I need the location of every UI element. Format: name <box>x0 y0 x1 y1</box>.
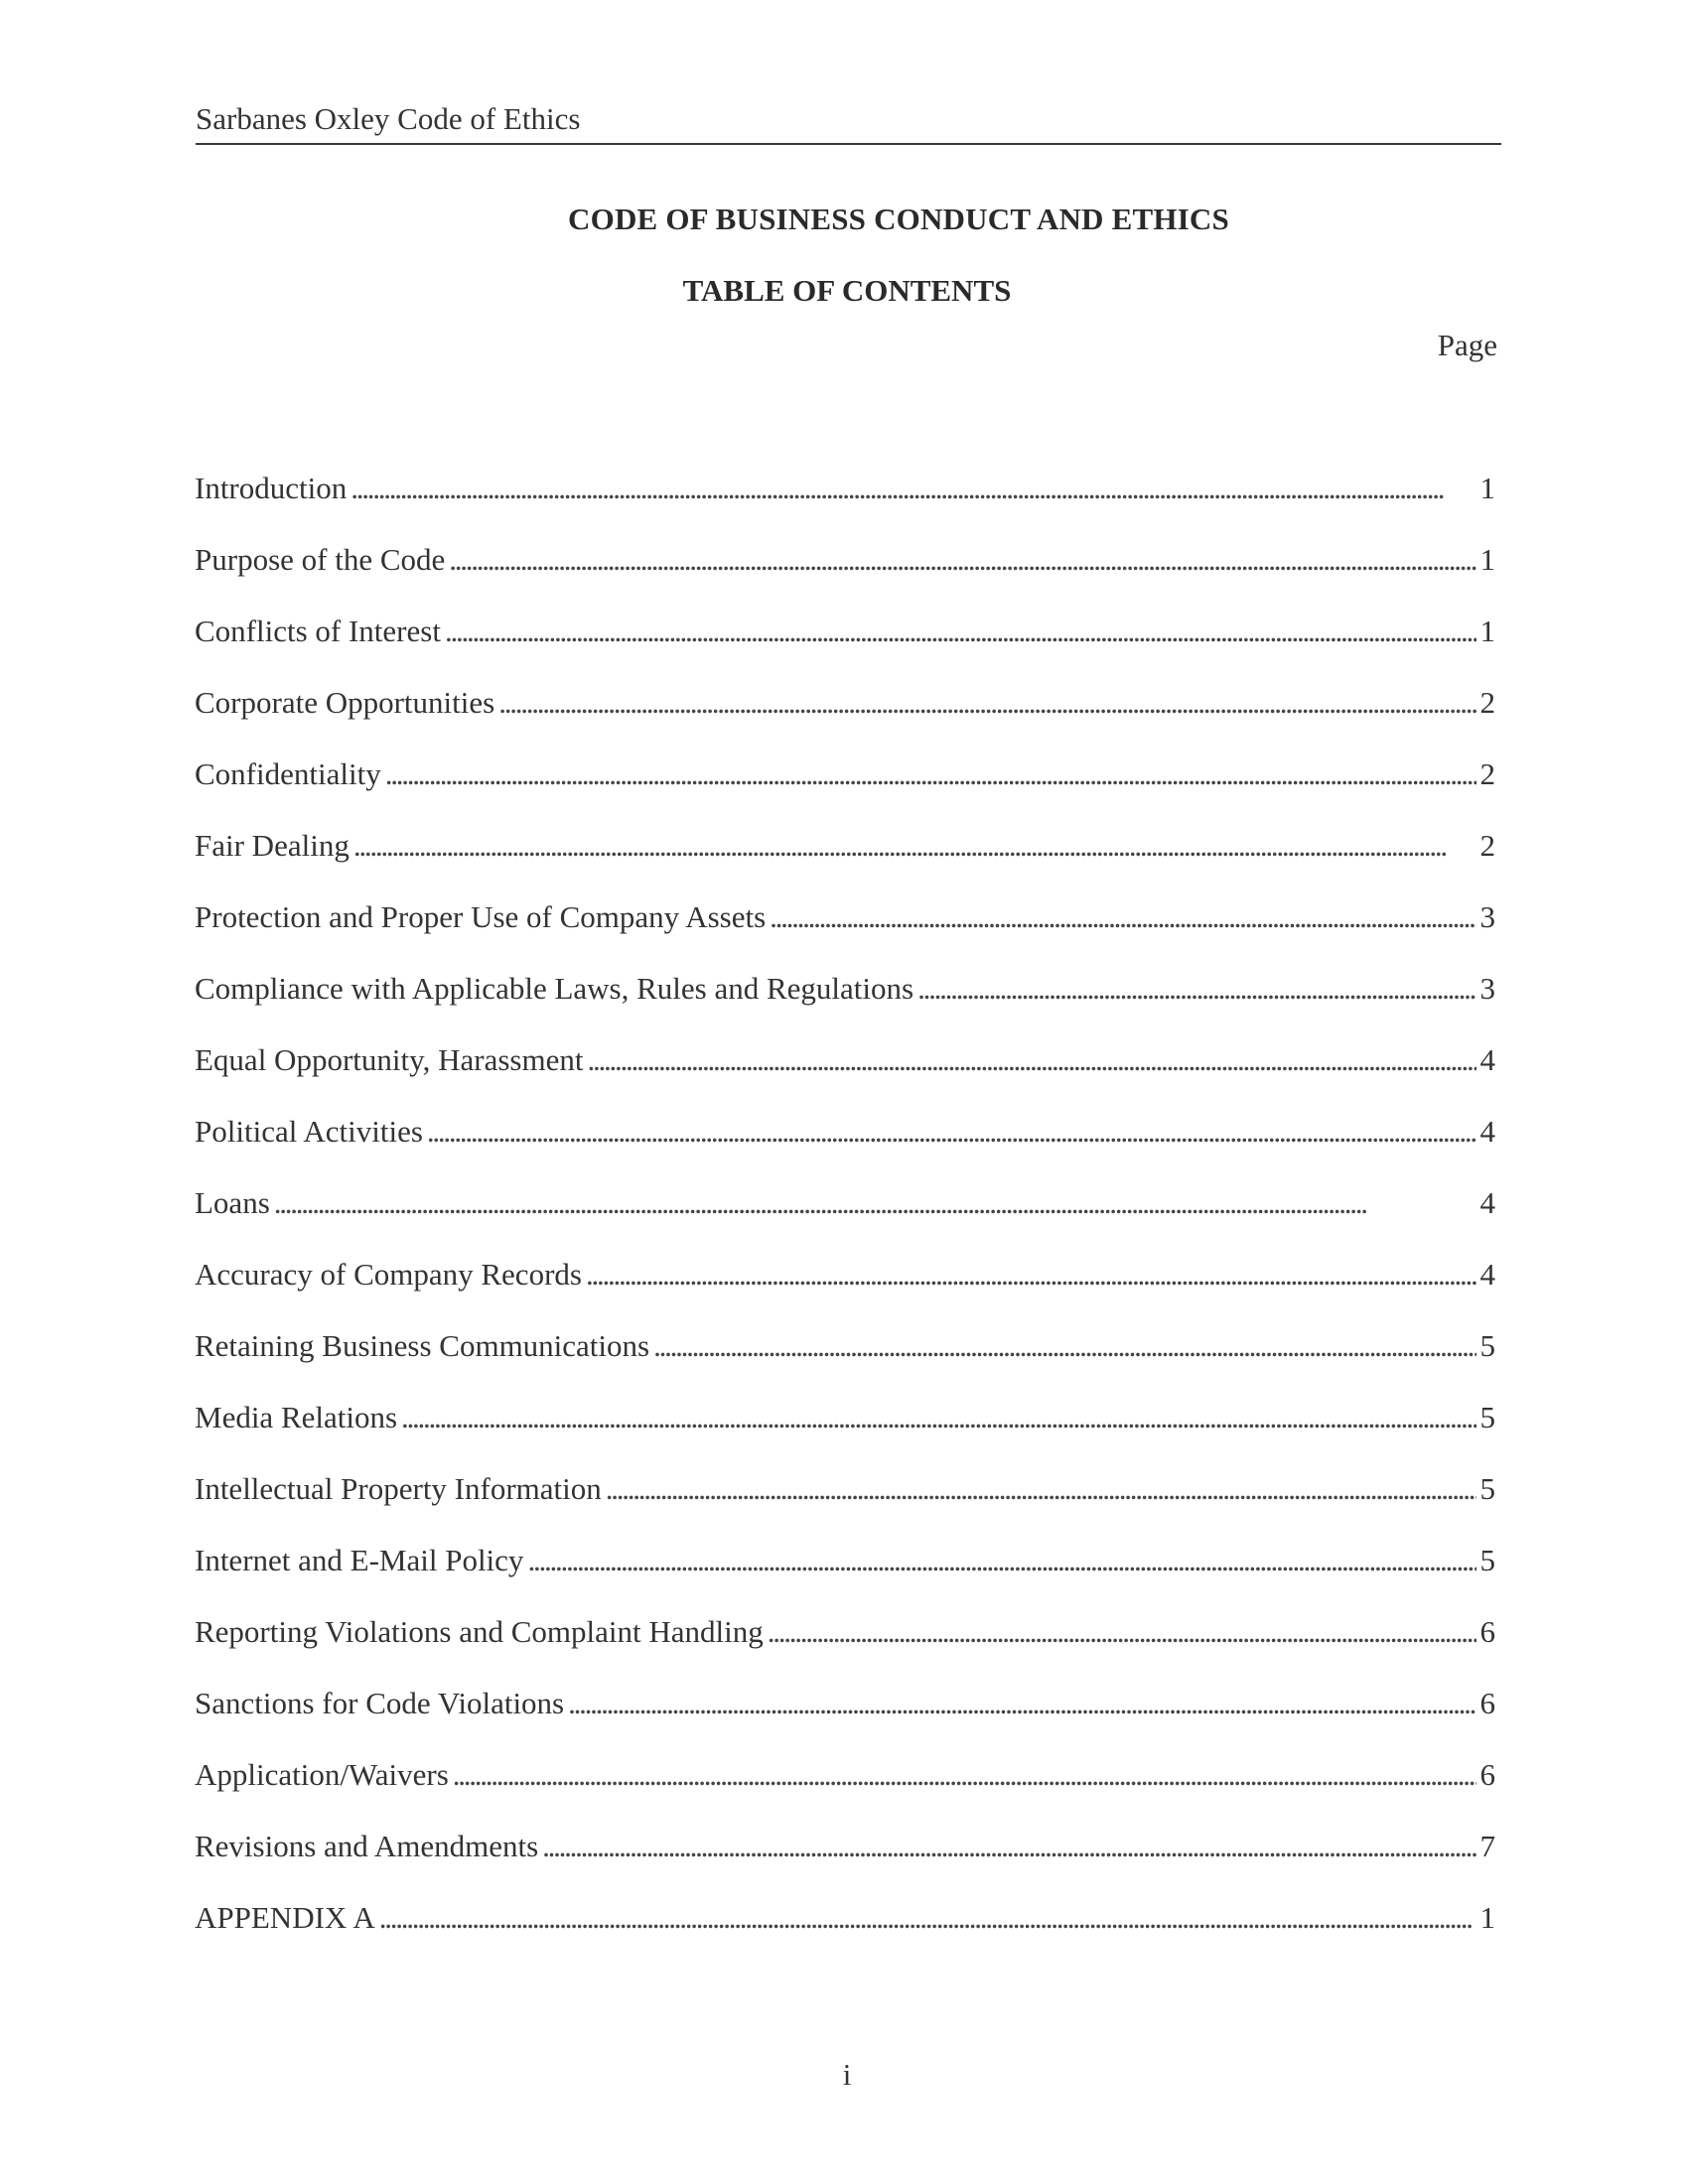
toc-dot-leader <box>527 1543 1476 1578</box>
toc-entry-label: Sanctions for Code Violations <box>195 1686 565 1720</box>
toc-entry-label: Confidentiality <box>195 756 381 791</box>
toc-entry-label: Internet and E-Mail Policy <box>195 1543 524 1577</box>
toc-dot-leader <box>445 614 1477 649</box>
toc-entry <box>195 471 1495 542</box>
toc-entry <box>195 971 1495 1042</box>
toc-dot-leader <box>568 1686 1476 1721</box>
toc-entry-label: Media Relations <box>195 1400 398 1434</box>
toc-entry-label: Political Activities <box>195 1114 423 1149</box>
toc-dot-leader <box>653 1328 1476 1364</box>
toc-dot-leader <box>379 1900 1477 1936</box>
toc-dot-leader <box>917 971 1476 1007</box>
toc-entry <box>195 1114 1495 1185</box>
toc-entry-page-number: 2 <box>1479 685 1495 720</box>
running-header-title: Sarbanes Oxley Code of Ethics <box>196 101 581 136</box>
toc-entry-page-number: 4 <box>1479 1185 1495 1220</box>
toc-entry-page-number: 4 <box>1479 1257 1495 1292</box>
toc-entry-page-number: 5 <box>1479 1543 1495 1577</box>
toc-entry <box>195 1042 1495 1114</box>
toc-entry <box>195 1328 1495 1400</box>
toc-entry-label: Equal Opportunity, Harassment <box>195 1042 584 1077</box>
toc-entry-label: Corporate Opportunities <box>195 685 495 720</box>
toc-dot-leader <box>351 471 1476 506</box>
toc-entry-page-number: 3 <box>1479 899 1495 934</box>
toc-entry-label: Accuracy of Company Records <box>195 1257 582 1292</box>
toc-entry-page-number: 6 <box>1479 1686 1495 1720</box>
toc-entry <box>195 542 1495 614</box>
toc-entry-page-number: 6 <box>1479 1757 1495 1792</box>
toc-entry <box>195 1686 1495 1757</box>
toc-entry-page-number: 2 <box>1479 828 1495 863</box>
toc-entry-label: APPENDIX A <box>195 1900 375 1935</box>
toc-dot-leader <box>274 1185 1477 1221</box>
page-column-label: Page <box>1437 328 1497 362</box>
toc-entry <box>195 1400 1495 1471</box>
toc-entry <box>195 1614 1495 1686</box>
toc-entry <box>195 1900 1495 1972</box>
toc-entry <box>195 899 1495 971</box>
toc-entry-page-number: 2 <box>1479 756 1495 791</box>
toc-dot-leader <box>770 899 1476 935</box>
toc-entry <box>195 1257 1495 1328</box>
table-of-contents <box>195 471 1495 1972</box>
toc-entry-page-number: 1 <box>1479 614 1495 648</box>
toc-entry-page-number: 1 <box>1479 542 1495 577</box>
toc-entry-label: Retaining Business Communications <box>195 1328 650 1363</box>
toc-entry-page-number: 5 <box>1479 1400 1495 1434</box>
toc-dot-leader <box>542 1829 1476 1864</box>
toc-entry-page-number: 1 <box>1479 1900 1495 1935</box>
toc-entry-page-number: 3 <box>1479 971 1495 1006</box>
toc-entry-page-number: 1 <box>1479 471 1495 505</box>
toc-entry-label: Loans <box>195 1185 270 1220</box>
toc-dot-leader <box>768 1614 1477 1650</box>
toc-entry-label: Fair Dealing <box>195 828 350 863</box>
toc-entry <box>195 1471 1495 1543</box>
toc-dot-leader <box>586 1257 1477 1293</box>
toc-dot-leader <box>353 828 1477 864</box>
toc-dot-leader <box>606 1471 1477 1507</box>
toc-entry-label: Intellectual Property Information <box>195 1471 602 1506</box>
toc-entry-page-number: 6 <box>1479 1614 1495 1649</box>
toc-dot-leader <box>385 756 1477 792</box>
toc-entry <box>195 685 1495 756</box>
toc-entry <box>195 1757 1495 1829</box>
toc-entry <box>195 614 1495 685</box>
toc-entry-page-number: 4 <box>1479 1042 1495 1077</box>
toc-entry-label: Purpose of the Code <box>195 542 446 577</box>
toc-entry <box>195 828 1495 899</box>
toc-entry <box>195 1543 1495 1614</box>
toc-entry-label: Compliance with Applicable Laws, Rules and Regulations <box>195 971 914 1006</box>
toc-dot-leader <box>427 1114 1477 1150</box>
toc-entry-label: Conflicts of Interest <box>195 614 441 648</box>
toc-dot-leader <box>587 1042 1476 1078</box>
toc-entry-page-number: 4 <box>1479 1114 1495 1149</box>
toc-entry <box>195 756 1495 828</box>
toc-entry-page-number: 5 <box>1479 1328 1495 1363</box>
toc-entry-page-number: 7 <box>1479 1829 1495 1863</box>
toc-dot-leader <box>449 542 1476 578</box>
toc-entry-label: Revisions and Amendments <box>195 1829 539 1863</box>
running-header <box>196 99 1501 145</box>
toc-entry-label: Protection and Proper Use of Company Assets <box>195 899 767 934</box>
toc-entry <box>195 1829 1495 1900</box>
toc-dot-leader <box>453 1757 1477 1793</box>
toc-entry-label: Reporting Violations and Complaint Handling <box>195 1614 764 1649</box>
toc-entry-label: Application/Waivers <box>195 1757 449 1792</box>
footer-page-number: i <box>842 2057 852 2092</box>
toc-heading: TABLE OF CONTENTS <box>682 273 1012 308</box>
document-title: CODE OF BUSINESS CONDUCT AND ETHICS <box>568 202 1229 236</box>
toc-entry-page-number: 5 <box>1479 1471 1495 1506</box>
toc-entry <box>195 1185 1495 1257</box>
toc-dot-leader <box>401 1400 1476 1435</box>
toc-dot-leader <box>498 685 1476 721</box>
toc-entry-label: Introduction <box>195 471 348 505</box>
